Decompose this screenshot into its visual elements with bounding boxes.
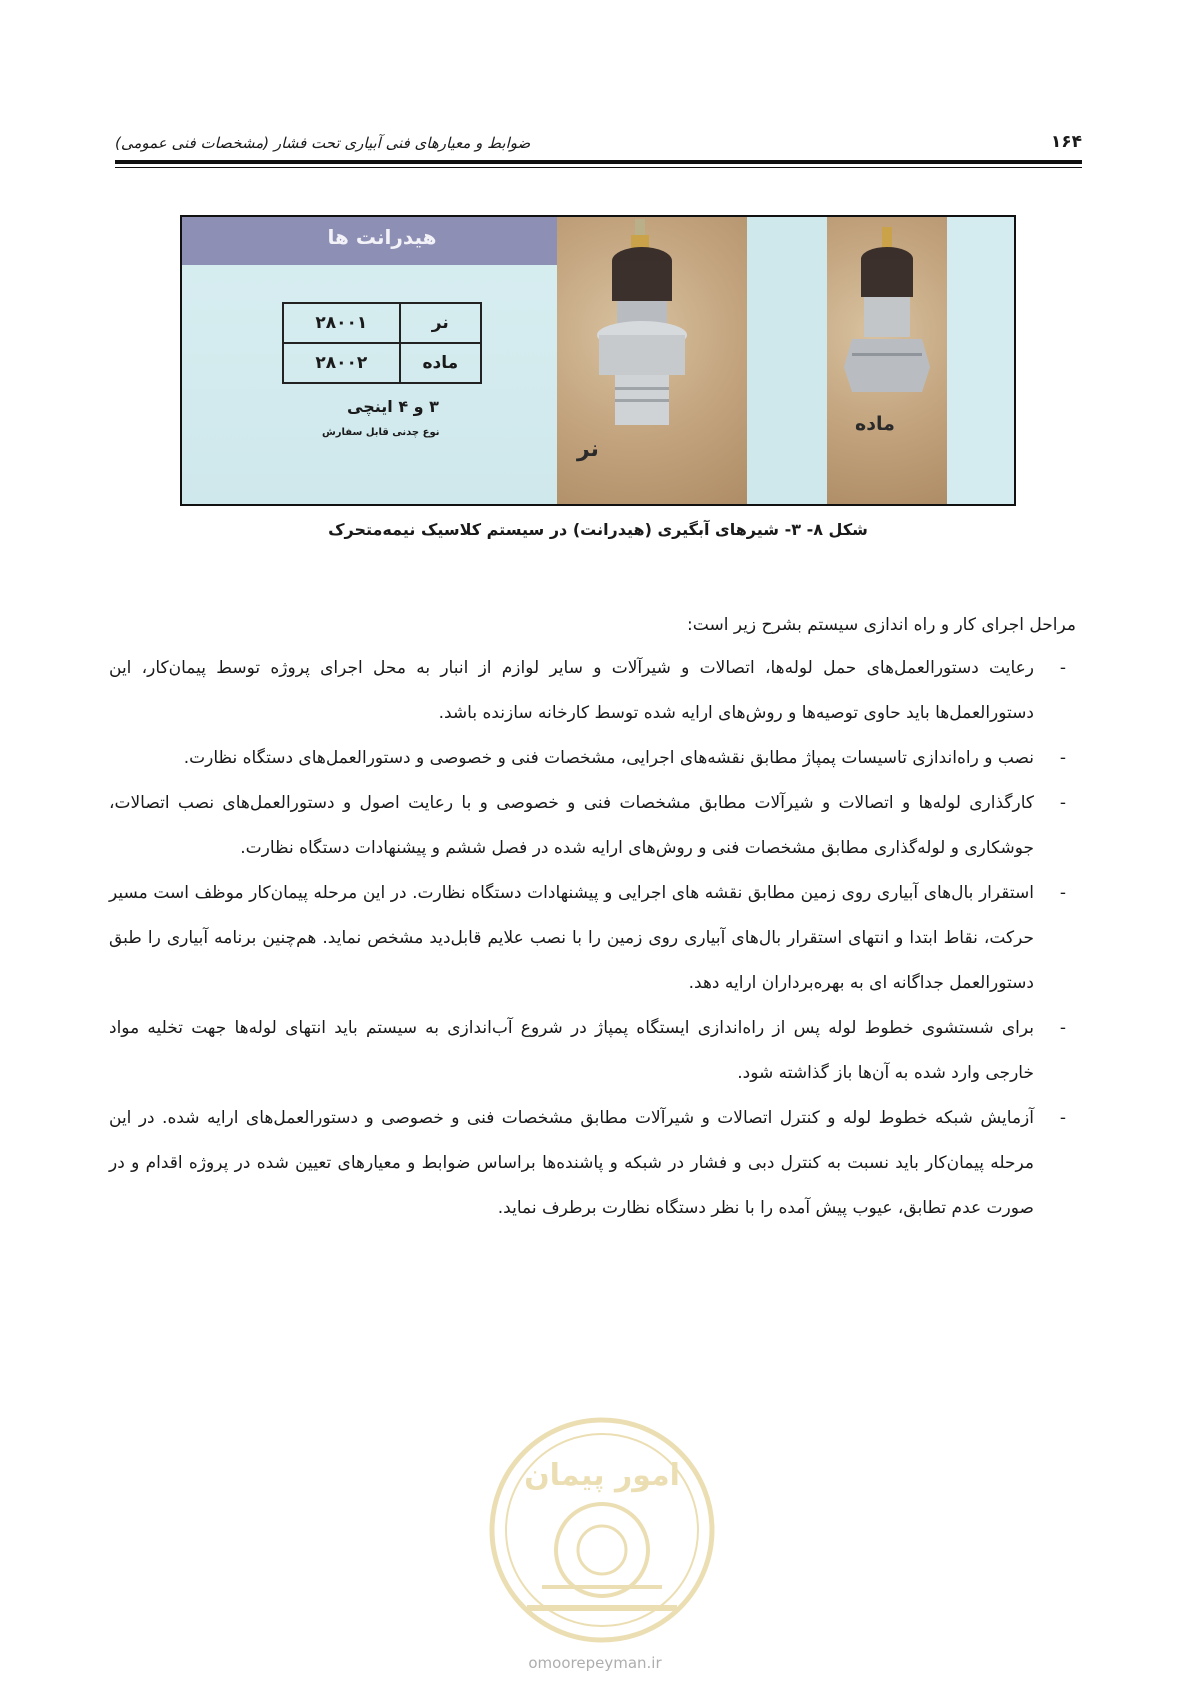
watermark-seal-text: امور پیمان	[524, 1458, 680, 1493]
hydrant-figure	[180, 215, 1016, 506]
photo-gap	[747, 217, 827, 504]
poster-title: هیدرانت ها	[327, 225, 437, 249]
intro-paragraph: مراحل اجرای کار و راه اندازی سیستم بشرح زیر است:	[687, 615, 1076, 635]
list-item: - استقرار بال‌های آبیاری روی زمین مطابق نقشه های اجرایی و پیشنهادات دستگاه نظارت. در این مرحله پیمان‌کار موظف است مسیر حرکت، نقاط ابتدا و انتهای استقرار بال‌های آبیاری روی زمین را با نصب علایم قابل‌دید مشخص نماید. هم‌چنین برنامه آبیاری را طبق دستورالعمل جداگانه ای به بهره‌برداران ارایه دهد.	[109, 871, 1076, 1006]
list-item: - آزمایش شبکه خطوط لوله و کنترل اتصالات و شیرآلات مطابق مشخصات فنی و خصوصی و دستورالعمل‌های ارایه شده. در این مرحله پیمان‌کار باید نسبت به کنترل دبی و فشار در شبکه و پاشنده‌ها براساس ضوابط و معیارهای تعیین شده در پروژه اقدام و در صورت عدم تطابق، عیوب پیش آمده را با نظر دستگاه نظارت برطرف نماید.	[109, 1096, 1076, 1231]
male-photo-label: نر	[577, 437, 599, 462]
female-hydrant-photo	[827, 217, 947, 504]
table-cell-type: ماده	[400, 343, 481, 383]
female-photo-label: ماده	[855, 413, 895, 435]
figure-caption: شکل ۸- ۳- شیرهای آبگیری (هیدرانت) در سیستم کلاسیک نیمه‌متحرک	[328, 520, 868, 539]
running-title: ضوابط و معیارهای فنی آبیاری تحت فشار (مشخصات فنی عمومی)	[115, 134, 531, 152]
list-item: - رعایت دستورالعمل‌های حمل لوله‌ها، اتصالات و شیرآلات و سایر لوازم از انبار به محل اجرای پروژه توسط پیمان‌کار، این دستورالعمل‌ها باید حاوی توصیه‌ها و روش‌های ارایه شده توسط کارخانه سازنده باشد.	[109, 646, 1076, 736]
male-hydrant-icon	[587, 217, 697, 437]
watermark-url: omoorepeyman.ir	[528, 1654, 662, 1672]
spec-table	[282, 302, 482, 384]
page-header	[115, 126, 1082, 170]
table-cell-type: نر	[400, 303, 481, 343]
page-number: ۱۶۴	[1050, 132, 1082, 152]
table-row	[283, 343, 481, 383]
female-hydrant-icon	[842, 227, 932, 397]
watermark-seal-icon	[487, 1415, 717, 1645]
header-rule-thin	[115, 167, 1082, 168]
list-item: - کارگذاری لوله‌ها و اتصالات و شیرآلات مطابق مشخصات فنی و خصوصی و با رعایت اصول و دستورالعمل‌های نصب اتصالات، جوشکاری و لوله‌گذاری مطابق مشخصات فنی و روش‌های ارایه شده در فصل ششم و پیشنهادات دستگاه نظارت.	[109, 781, 1076, 871]
male-hydrant-photo	[557, 217, 747, 504]
table-cell-code: ۲۸۰۰۱	[283, 303, 400, 343]
list-item: - نصب و راه‌اندازی تاسیسات پمپاژ مطابق نقشه‌های اجرایی، مشخصات فنی و خصوصی و دستورالعمل‌های دستگاه نظارت.	[109, 736, 1076, 781]
steps-list	[109, 646, 1076, 1231]
poster-note: نوع چدنی قابل سفارش	[322, 427, 440, 438]
poster-size: ۳ و ۴ اینچی	[347, 397, 439, 416]
list-item: - برای شستشوی خطوط لوله پس از راه‌اندازی ایستگاه پمپاژ در شروع آب‌اندازی به سیستم باید انتهای لوله‌ها جهت تخلیه مواد خارجی وارد شده به آن‌ها باز گذاشته شود.	[109, 1006, 1076, 1096]
table-row	[283, 303, 481, 343]
header-rule-thick	[115, 160, 1082, 164]
table-cell-code: ۲۸۰۰۲	[283, 343, 400, 383]
product-poster	[182, 217, 557, 504]
